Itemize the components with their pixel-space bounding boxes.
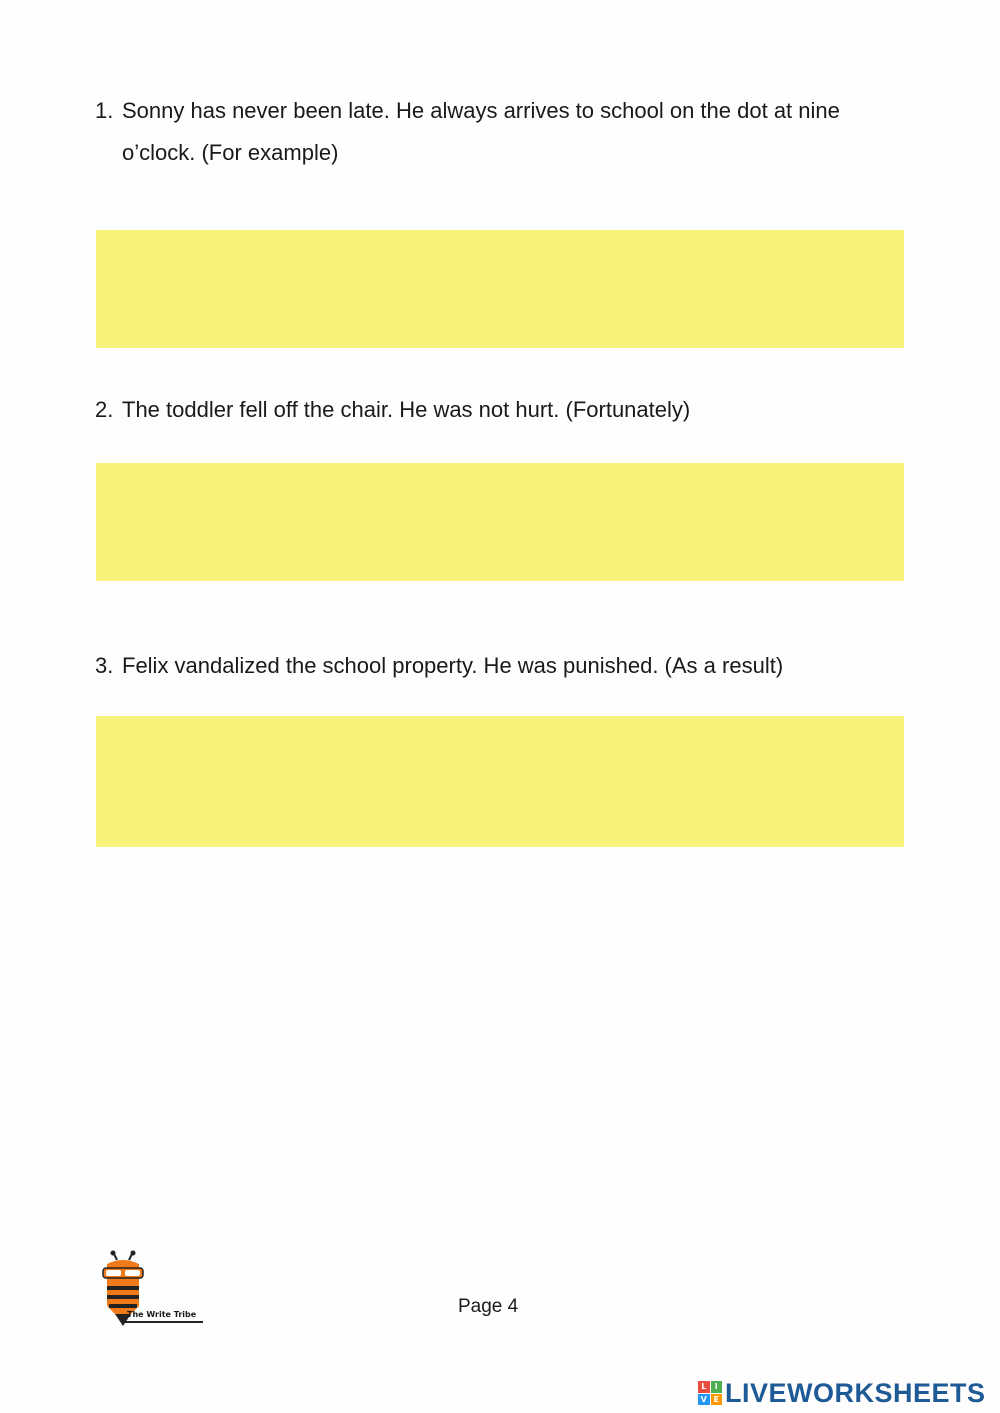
question-text: Felix vandalized the school property. He was punished. (As a result) [122,653,784,678]
question-2 [95,389,905,431]
question-text: Sonny has never been late. He always arrives to school on the dot at nine o’clock. (For example) [122,98,840,165]
logo-text: The Write Tribe [127,1310,197,1319]
icon-letter: V [698,1394,710,1406]
question-text: The toddler fell off the chair. He was not hurt. (Fortunately) [122,397,691,422]
icon-letter: E [711,1394,723,1406]
icon-letter: L [698,1381,710,1393]
icon-letter: I [711,1381,723,1393]
page-number: Page 4 [458,1296,519,1317]
answer-box-2[interactable] [96,463,904,581]
answer-box-3[interactable] [96,716,904,847]
question-3 [95,645,905,687]
question-number: 1. [95,98,114,123]
brand-text: LIVEWORKSHEETS [725,1378,986,1408]
answer-box-1[interactable] [96,230,904,348]
logo-underline [125,1321,203,1323]
write-tribe-logo [97,1250,207,1328]
question-number: 3. [95,653,114,678]
question-number: 2. [95,397,114,422]
liveworksheets-icon [698,1381,722,1405]
question-1 [95,90,905,174]
